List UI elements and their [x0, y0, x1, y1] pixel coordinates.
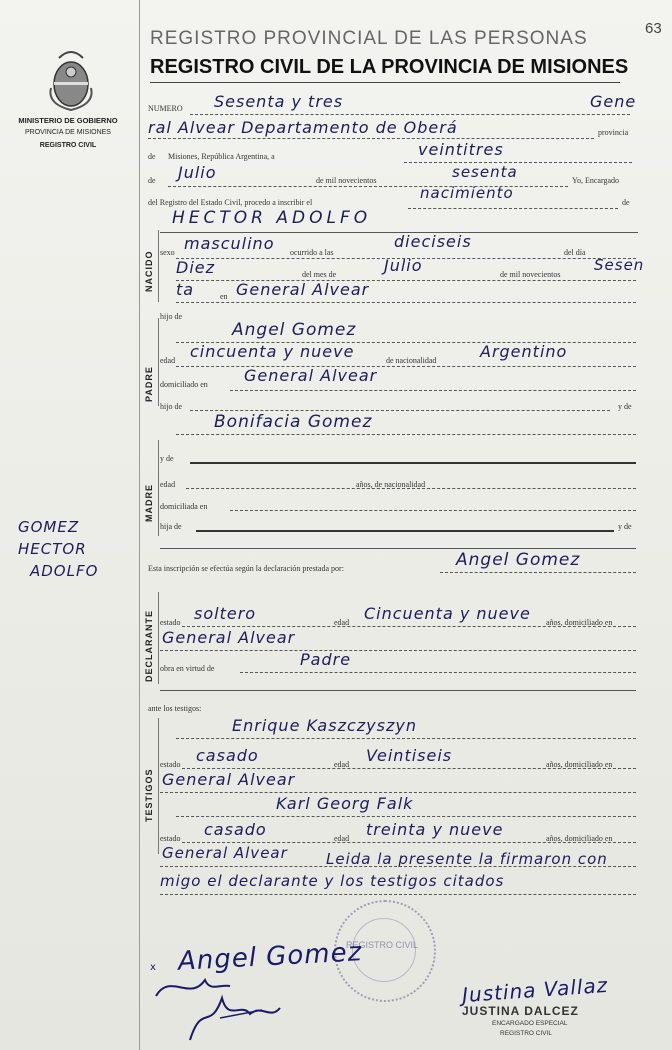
year-value: sesenta	[452, 163, 518, 181]
decl-edad-value: Cincuenta y nueve	[364, 604, 531, 623]
t1-name: Enrique Kaszczyszyn	[232, 716, 417, 735]
madre-dom-label: domiciliada en	[160, 502, 208, 511]
officer-office: REGISTRO CIVIL	[500, 1030, 553, 1037]
madre-y-de-label: y de	[160, 454, 174, 463]
decl-edad-label: edad	[334, 618, 350, 627]
padre-y-de-label: y de	[618, 402, 632, 411]
madre-y-de3-label: y de	[618, 522, 632, 531]
madre-edad-label: edad	[160, 480, 176, 489]
madre-name: Bonifacia Gomez	[214, 412, 373, 432]
margin-note-name2: ADOLFO	[30, 562, 99, 580]
numero-value: Sesenta y tres	[214, 92, 344, 111]
padre-dom-label: domiciliado en	[160, 380, 208, 389]
t1-edad-label: edad	[334, 760, 350, 769]
declarant-signature: Angel Gomez	[177, 937, 363, 977]
provincia-label: provincia	[598, 128, 629, 137]
t1-edad-value: Veintiseis	[366, 746, 453, 765]
madre-hija-label: hija de	[160, 522, 182, 531]
t1-estado-label: estado	[160, 760, 181, 769]
svg-text:x: x	[150, 962, 156, 973]
numero-label: NUMERO	[148, 104, 183, 113]
title-underline	[150, 82, 620, 83]
margin-note-surname: GOMEZ	[18, 518, 80, 536]
title-top: REGISTRO PROVINCIAL DE LAS PERSONAS	[150, 28, 588, 49]
decl-estado-label: estado	[160, 618, 181, 627]
title-main: REGISTRO CIVIL DE LA PROVINCIA DE MISIONES	[150, 56, 629, 78]
lugar-value: General Alvear	[236, 280, 370, 299]
mil-label: de mil novecientos	[316, 176, 377, 185]
padre-edad-label: edad	[160, 356, 176, 365]
declaracion-label: Esta inscripción se efectúa según la declaración prestada por:	[148, 564, 344, 573]
side-label-madre: MADRE	[144, 484, 154, 522]
decl-virtud-value: Padre	[300, 650, 352, 669]
sexo-value: masculino	[184, 234, 275, 253]
madre-anios-label: años, de nacionalidad	[356, 480, 426, 489]
t2-estado-label: estado	[160, 834, 181, 843]
decl-dom-label: años, domiciliado en	[546, 618, 613, 627]
decl-estado-value: soltero	[194, 604, 257, 623]
t2-estado-value: casado	[204, 820, 267, 839]
del-dia-label: del día	[564, 248, 586, 257]
mil2-label: de mil novecientos	[500, 270, 561, 279]
place-value-b: ral Alvear Departamento de Oberá	[148, 118, 458, 137]
hora-value: dieciseis	[394, 232, 472, 251]
testigos-label: ante los testigos:	[148, 704, 202, 713]
padre-name: Angel Gomez	[232, 320, 357, 340]
republica-label: Misiones, República Argentina, a	[168, 152, 275, 161]
side-label-padre: PADRE	[144, 366, 154, 402]
mes2-value: Julio	[384, 256, 423, 275]
t2-dom-value: General Alvear	[162, 844, 288, 862]
anio2-value-b: ta	[176, 280, 195, 299]
page-number: 63	[645, 20, 662, 37]
ministry-line-2: PROVINCIA DE MISIONES	[25, 129, 111, 136]
stamp-text: REGISTRO CIVIL	[346, 940, 419, 950]
padre-edad-value: cincuenta y nueve	[190, 342, 355, 361]
t1-dom-value: General Alvear	[162, 770, 296, 789]
padre-hijo-label: hijo de	[160, 402, 182, 411]
t2-edad-label: edad	[334, 834, 350, 843]
officer-print-name: JUSTINA DALCEZ	[462, 1004, 579, 1018]
t2-dom-label: años, domiciliado en	[546, 834, 613, 843]
coat-of-arms-icon	[45, 48, 97, 117]
place-value-a: Gene	[590, 92, 637, 111]
padre-dom-value: General Alvear	[244, 366, 378, 385]
side-label-declarante: DECLARANTE	[144, 610, 154, 682]
sexo-label: sexo	[160, 248, 175, 257]
padre-nac-value: Argentino	[480, 342, 568, 361]
anio2-value-a: Sesen	[594, 256, 645, 274]
margin-line	[139, 0, 140, 1050]
en-label: en	[220, 292, 228, 301]
registered-name: HECTOR ADOLFO	[172, 208, 372, 228]
side-label-testigos: TESTIGOS	[144, 768, 154, 822]
ocurrido-label: ocurrido a las	[290, 248, 334, 257]
margin-note-name1: HECTOR	[18, 540, 87, 558]
decl-dom-value: General Alvear	[162, 628, 296, 647]
t1-estado-value: casado	[196, 746, 259, 765]
de-label: de	[148, 152, 156, 161]
month-value: Julio	[178, 163, 217, 182]
dia2-value: Diez	[176, 258, 216, 277]
ministry-line-3: REGISTRO CIVIL	[39, 142, 97, 149]
hijo-label: hijo de	[160, 312, 182, 321]
t1-dom-label: años, domiciliado en	[546, 760, 613, 769]
closing-line-b: migo el declarante y los testigos citados	[160, 872, 505, 890]
witness-signature-scribble	[150, 962, 320, 1047]
ministry-line-1: MINISTERIO DE GOBIERNO	[18, 116, 118, 125]
obra-label: obra en virtud de	[160, 664, 215, 673]
officer-role: ENCARGADO ESPECIAL	[492, 1020, 568, 1027]
t2-name: Karl Georg Falk	[276, 794, 414, 813]
de-label-2: de	[148, 176, 156, 185]
act-value: nacimiento	[420, 184, 514, 202]
padre-nac-label: de nacionalidad	[386, 356, 437, 365]
day-value: veintitres	[418, 140, 504, 159]
side-label-nacido: NACIDO	[144, 250, 154, 292]
registro-label: del Registro del Estado Civil, procedo a inscribir el	[148, 198, 313, 207]
mes-label: del mes de	[302, 270, 337, 279]
t2-edad-value: treinta y nueve	[366, 820, 504, 839]
de-label-3: de	[622, 198, 630, 207]
officer-signature: Justina Vallaz	[461, 972, 609, 1008]
closing-line-a: Leida la presente la firmaron con	[326, 850, 608, 868]
yo-label: Yo, Encargado	[572, 176, 620, 185]
declarante-name: Angel Gomez	[456, 550, 581, 570]
